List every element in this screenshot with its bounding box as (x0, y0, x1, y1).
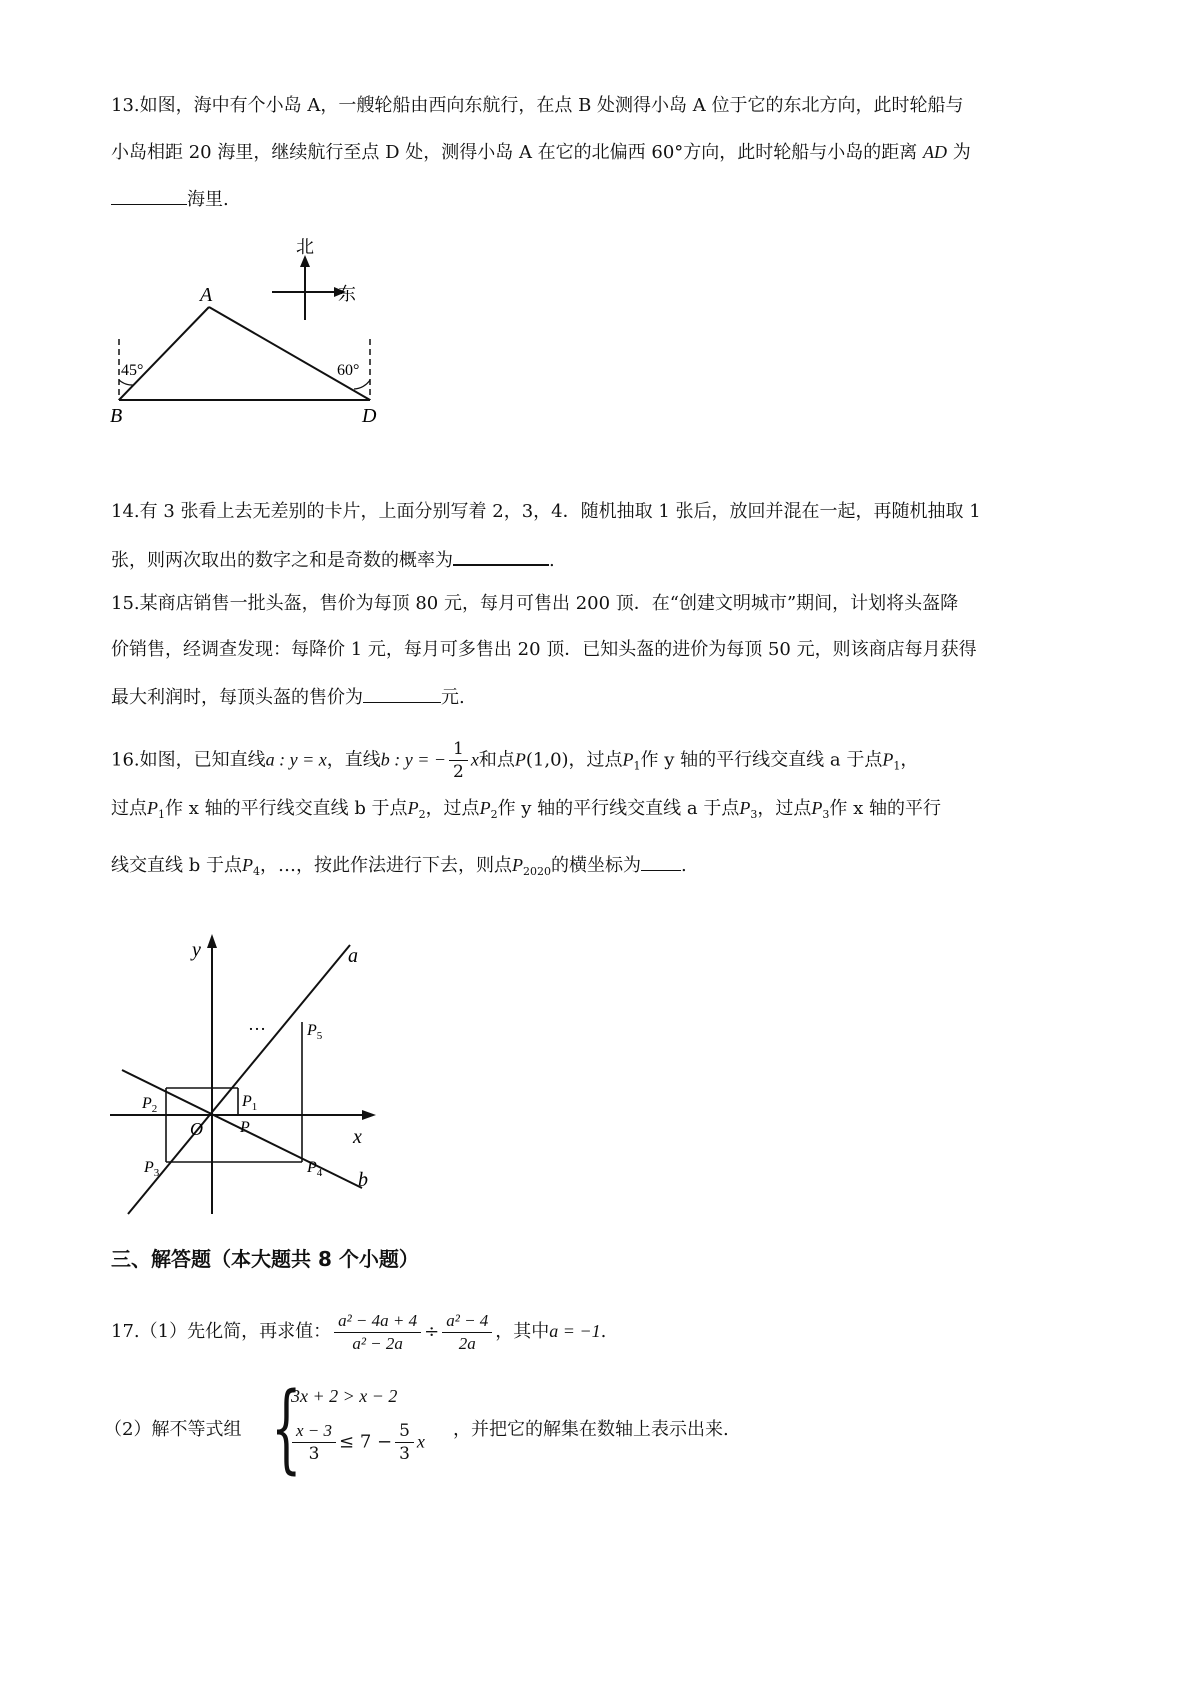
p3-subscript: 3 (750, 808, 758, 821)
half-numerator: 1 (449, 738, 468, 761)
y-axis-arrow-icon (207, 934, 217, 948)
x-axis-arrow-icon (362, 1110, 376, 1120)
label-p3: $P_3$ (144, 1159, 160, 1179)
ineq2-fraction (292, 1420, 336, 1465)
q17-fraction-1 (334, 1310, 421, 1355)
label-b: b (358, 1169, 368, 1191)
ineq2-denominator: 3 (308, 1444, 320, 1464)
label-p2: $P_2$ (142, 1095, 158, 1115)
q16-l3-b: ，…，按此作法进行下去，则点 (259, 855, 512, 876)
q13-line-2-text: 小岛相距 20 海里，继续航行至点 D 处，测得小岛 A 在它的北偏西 60°方向，此时轮船与小岛的距离 (111, 142, 918, 163)
q17-frac2-denominator: 2a (458, 1333, 476, 1353)
section-3-heading: 三、解答题（本大题共 8 个小题） (111, 1247, 419, 1271)
q16-answer-blank[interactable] (641, 852, 681, 871)
q15-line-3 (111, 684, 1101, 710)
p3-symbol-2: P (811, 798, 823, 818)
angle-arc-b (119, 380, 133, 385)
q13-figure (100, 235, 400, 435)
q17-part1-text: 17.（1）先化简，再求值： (111, 1321, 332, 1342)
ineq2-coef-fraction (395, 1420, 414, 1465)
label-p4: $P_4$ (307, 1159, 323, 1179)
p2-symbol: P (407, 798, 419, 818)
p4-subscript: 4 (252, 865, 260, 878)
p2-subscript: 2 (418, 808, 426, 821)
q16-text-c: 和点 (478, 749, 515, 771)
q16-text-f: ， (900, 749, 919, 771)
point-p: P (514, 749, 526, 770)
q14-line-2 (111, 546, 1101, 573)
label-o: O (190, 1119, 203, 1139)
q17-fraction-2 (442, 1310, 492, 1355)
q16-figure (110, 930, 420, 1225)
segment-ab (119, 307, 209, 400)
segment-ad (209, 307, 370, 400)
q16-text-a: 16.如图，已知直线 (111, 749, 266, 771)
p2-symbol-2: P (479, 798, 491, 818)
q16-l2-b: 作 x 轴的平行线交直线 b 于点 (165, 798, 408, 819)
ineq2-coef-numerator: 5 (395, 1420, 414, 1443)
half-denominator: 2 (453, 762, 464, 782)
label-x: x (353, 1126, 362, 1148)
q15-end: 元. (441, 687, 465, 708)
q16-l3-c: 的横坐标为 (550, 855, 641, 876)
q16-text-b: ，直线 (326, 749, 381, 771)
q17-part1-end: . (600, 1321, 607, 1342)
p1-symbol-3: P (147, 798, 158, 818)
half-fraction (449, 738, 468, 783)
label-p1: $P_1$ (242, 1093, 258, 1113)
p3-subscript-2: 3 (822, 808, 830, 821)
p1-subscript-3: 1 (158, 808, 165, 821)
brace-icon: { (271, 1372, 302, 1484)
q14-line-1: 14.有 3 张看上去无差别的卡片，上面分别写着 2，3，4．随机抽取 1 张后，放回并混在一起，再随机抽取 1 (111, 501, 981, 522)
q16-l2-d: 作 y 轴的平行线交直线 a 于点 (497, 798, 740, 819)
q13-line-1: 13.如图，海中有个小岛 A，一艘轮船由西向东航行，在点 B 处测得小岛 A 位于它的东北方向，此时轮船与 (111, 95, 964, 116)
ineq2-numerator: x − 3 (292, 1420, 336, 1443)
q14-answer-blank[interactable] (453, 546, 549, 566)
line-b-equation-left: b : y = − (380, 749, 447, 770)
q17-condition: a = −1 (549, 1321, 601, 1341)
q16-text-d: ，过点 (568, 749, 623, 771)
q17-frac1-numerator: a² − 4a + 4 (334, 1310, 421, 1333)
p4-symbol: P (241, 855, 253, 875)
label-b: B (110, 405, 123, 427)
p1-subscript: 1 (633, 759, 641, 773)
label-y: y (192, 939, 201, 961)
q17-part-1 (111, 1303, 1101, 1359)
line-b-equation-right: x (470, 749, 479, 770)
q13-line-2-end: 为 (952, 142, 971, 163)
q16-l3-a: 线交直线 b 于点 (111, 855, 242, 876)
q16-line-2 (111, 796, 1101, 827)
q16-line-1 (111, 738, 1101, 783)
p1-subscript-2: 1 (893, 759, 901, 773)
q14-end: . (549, 550, 555, 571)
p1-symbol-2: P (882, 749, 894, 770)
q14-line-2-text: 张，则两次取出的数字之和是奇数的概率为 (111, 550, 453, 571)
q16-end: . (680, 855, 687, 876)
ineq2-coef-denominator: 3 (399, 1444, 410, 1464)
label-a: a (348, 945, 358, 967)
q16-text-e: 作 y 轴的平行线交直线 a 于点 (640, 749, 883, 771)
line-a-equation: a : y = x (265, 749, 327, 770)
q17-part-2-instruction: ，并把它的解集在数轴上表示出来. (453, 1419, 729, 1440)
q17-frac2-numerator: a² − 4 (442, 1310, 492, 1333)
q16-l2-e: ，过点 (757, 798, 812, 819)
q16-l2-f: 作 x 轴的平行 (829, 798, 941, 819)
dots-label: … (248, 1014, 266, 1034)
q17-part1-where: ，其中 (495, 1321, 550, 1342)
q16-l2-c: ，过点 (425, 798, 480, 819)
q13-line-3-text: 海里. (187, 189, 229, 210)
angle-arc-d (354, 380, 370, 389)
q17-frac1-denominator: a² − 2a (352, 1333, 403, 1353)
inequality-system (271, 1372, 431, 1484)
label-d: D (362, 405, 377, 427)
q15-line-2: 价销售，经调查发现：每降价 1 元，每月可多售出 20 顶．已知头盔的进价为每顶 50 元，则该商店每月获得 (111, 639, 977, 660)
east-label: 东 (338, 284, 356, 304)
q17-part-2-label: （2）解不等式组 (104, 1419, 242, 1440)
p2020-symbol: P (511, 855, 523, 875)
q15-line-3-text: 最大利润时，每顶头盔的售价为 (111, 687, 363, 708)
p2020-subscript: 2020 (522, 865, 551, 878)
p1-symbol: P (622, 749, 634, 770)
q13-segment-ad: AD (923, 142, 948, 162)
angle-d-label: 60° (337, 362, 360, 379)
q15-answer-blank[interactable] (363, 684, 441, 703)
north-label: 北 (296, 237, 314, 257)
label-a: A (200, 284, 213, 306)
inequality-2 (289, 1420, 425, 1465)
q13-line-3 (111, 186, 1101, 212)
q15-line-1: 15.某商店销售一批头盔，售价为每顶 80 元，每月可售出 200 顶．在“创建文明城市”期间，计划将头盔降 (111, 593, 959, 614)
inequality-1: 3x + 2 > x − 2 (291, 1386, 398, 1406)
angle-b-label: 45° (121, 362, 144, 379)
q13-answer-blank[interactable] (111, 186, 187, 205)
p3-symbol: P (739, 798, 751, 818)
ineq2-x: x (416, 1431, 425, 1452)
q16-l2-a: 过点 (111, 798, 147, 819)
label-p5: $P_5$ (307, 1022, 323, 1042)
ineq2-middle: ≤ 7 − (339, 1431, 393, 1453)
q16-line-3 (111, 852, 1101, 884)
divide-symbol: ÷ (424, 1321, 440, 1342)
q13-line-2 (111, 140, 1101, 165)
label-p: P (240, 1119, 250, 1136)
p2-subscript-2: 2 (490, 808, 498, 821)
point-p-coords: (1,0) (525, 749, 569, 771)
